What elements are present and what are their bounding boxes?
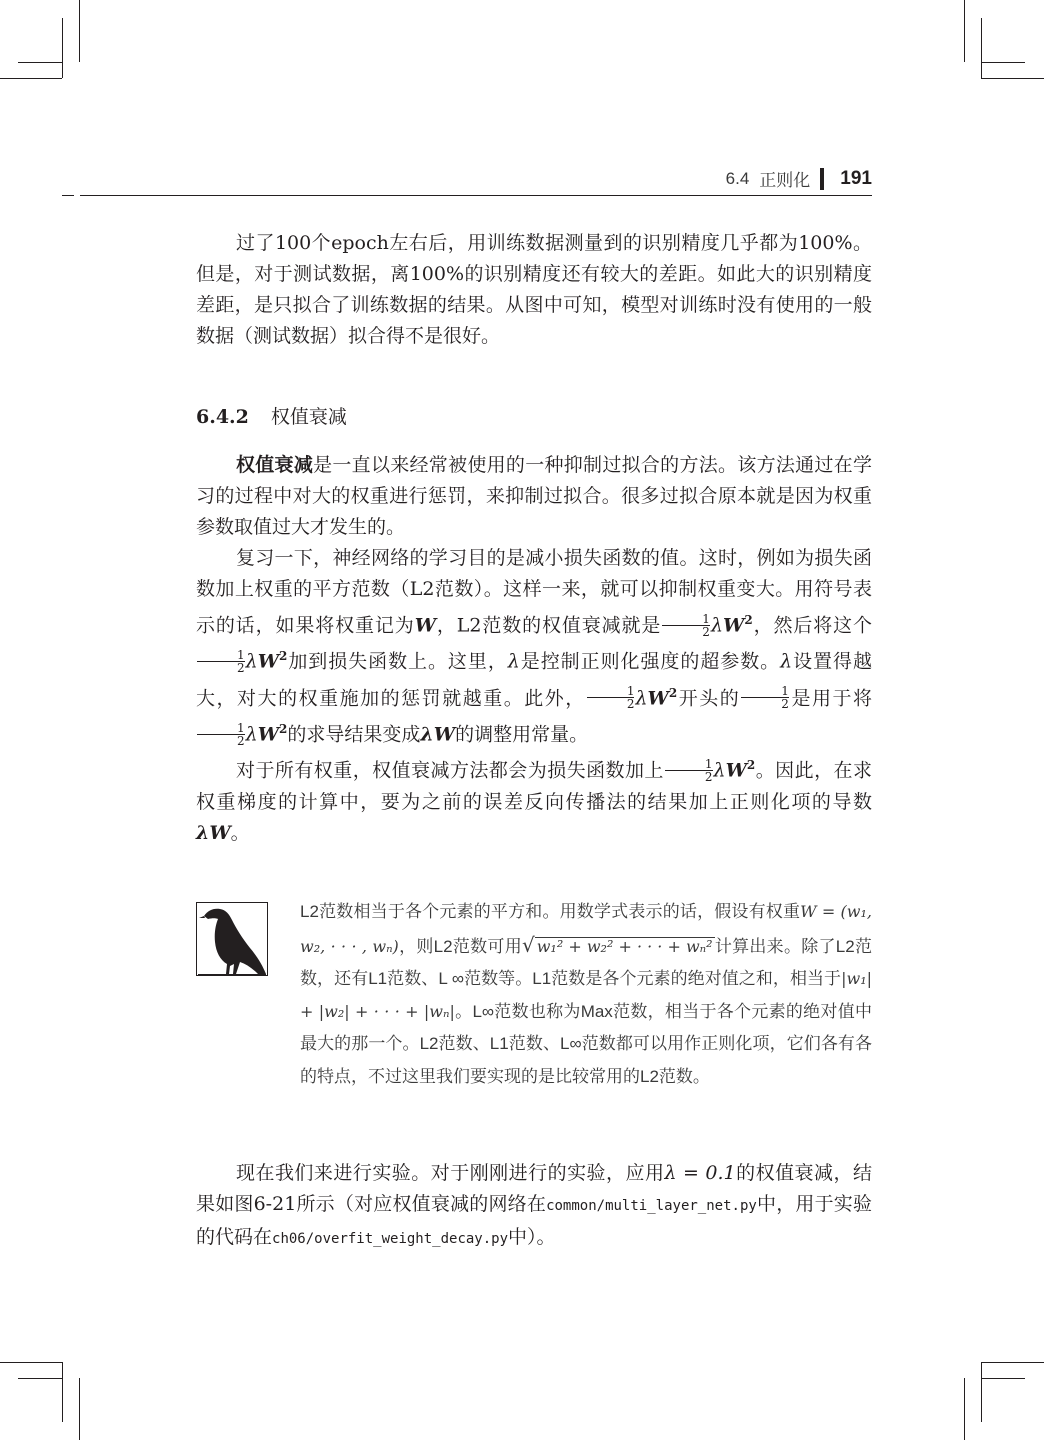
header-rule xyxy=(80,195,872,196)
text-run: 是控制正则化强度的超参数。 xyxy=(519,650,781,673)
crop-mark xyxy=(981,1362,982,1422)
math-lambdaW: λW xyxy=(420,723,456,746)
text-run: 。 xyxy=(230,821,250,844)
math-lambda: λ xyxy=(710,614,723,637)
text-run: 加到损失函数上。这里， xyxy=(287,650,508,673)
frac-num: 1 xyxy=(704,756,713,771)
math-lambda: λ xyxy=(245,723,258,746)
math-lambda: λ xyxy=(245,650,258,673)
frac-num: 1 xyxy=(702,611,710,626)
crop-mark xyxy=(981,1378,1025,1379)
paragraph-3 xyxy=(196,543,872,750)
crop-mark xyxy=(79,0,80,62)
main-text-block xyxy=(196,450,872,849)
crop-mark xyxy=(0,78,62,79)
page-number: 191 xyxy=(840,167,872,189)
text-run: 。因此，在求权重梯度的计算中，要为之前的误差反向传播法的结果加上正则化项的导数 xyxy=(196,759,872,813)
math-W: W xyxy=(257,650,280,673)
header-right xyxy=(714,166,872,191)
section-heading-block xyxy=(196,402,872,433)
sqrt-icon: √ xyxy=(521,932,535,957)
text-run: 的权值衰减，结果如图6-21所示（对应权值衰减的网络在 xyxy=(196,1162,872,1215)
text-run: ，L2范数的权值衰减就是 xyxy=(436,614,662,637)
paragraph-2 xyxy=(196,450,872,543)
crop-mark xyxy=(62,1362,63,1422)
code-path-multi-layer-net: common/multi_layer_net.py xyxy=(546,1198,757,1214)
math-square: 2 xyxy=(746,758,756,773)
paragraph-1: 过了100个epoch左右后，用训练数据测量到的识别精度几乎都为100%。但是，对于测试数据，离100%的识别精度还有较大的差距。如此大的识别精度差距，是只拟合了训练数据的结果。从图中可知，模型对训练时没有使用的一般数据（测试数据）拟合得不是很好。 xyxy=(196,232,872,347)
note-text-run: L2范数相当于各个元素的平方和。用数学式表示的话，假设有权重 xyxy=(300,902,801,921)
term-weight-decay: 权值衰减 xyxy=(236,454,314,476)
paragraph-5-block xyxy=(196,1158,872,1255)
text-run: 对于所有权重，权值衰减方法都会为损失函数加上 xyxy=(236,759,664,782)
math-half xyxy=(741,685,789,710)
text-run: 的求导结果变成 xyxy=(287,723,421,746)
crop-mark xyxy=(981,62,1025,63)
text-run: 中）。 xyxy=(508,1226,556,1248)
paragraph-5 xyxy=(196,1158,872,1255)
crop-mark xyxy=(964,0,965,62)
math-half xyxy=(197,649,245,674)
math-abs-expression: |w₁| + |w₂| + · · · + |wₙ| xyxy=(300,969,872,1021)
paragraph-4 xyxy=(196,750,872,848)
header-bar xyxy=(820,168,824,190)
frac-den: 2 xyxy=(662,625,710,638)
text-run: 设置得越大，对大的权重施加的惩罚就越重。此外， xyxy=(196,650,872,709)
note-text-run: 计算出来。除了L2范数，还有L1范数、L ∞范数等。L1范数是各个元素的绝对值之和，相当于 xyxy=(300,936,872,988)
header-rule-stub xyxy=(62,195,74,196)
paragraph-2-text: 是一直以来经常被使用的一种抑制过拟合的方法。该方法通过在学习的过程中对大的权重进行惩罚，来抑制过拟合。很多过拟合原本就是因为权重参数取值过大才发生的。 xyxy=(196,454,872,538)
text-run: ，然后将这个 xyxy=(752,614,872,637)
text-run: 现在我们来进行实验。对于刚刚进行的实验，应用 xyxy=(236,1162,665,1184)
note-box xyxy=(196,896,872,1122)
crow-icon xyxy=(196,902,268,976)
note-text-run: ，则L2范数可用 xyxy=(398,936,522,956)
math-square: 2 xyxy=(744,613,753,627)
section-title: 权值衰减 xyxy=(270,407,347,428)
math-lambda: λ xyxy=(635,686,648,709)
frac-den: 2 xyxy=(741,697,789,710)
math-half xyxy=(197,722,245,747)
header-section-number: 6.4 xyxy=(725,168,750,188)
math-half xyxy=(665,758,713,783)
math-W: W xyxy=(647,686,669,709)
math-lambdaW: λW xyxy=(196,821,231,844)
section-number: 6.4.2 xyxy=(196,406,249,428)
crop-mark xyxy=(981,78,1044,79)
text-run: 是用于将 xyxy=(789,686,872,709)
math-half xyxy=(587,685,635,710)
math-lambda: λ xyxy=(507,650,520,673)
text-run: 开头的 xyxy=(677,686,741,709)
paragraph-1-block xyxy=(196,228,872,352)
frac-num: 1 xyxy=(237,647,245,662)
text-run: 的调整用常量。 xyxy=(455,723,589,746)
math-square: 2 xyxy=(668,685,678,700)
frac-num: 1 xyxy=(237,720,245,735)
code-path-overfit-weight-decay: ch06/overfit_weight_decay.py xyxy=(272,1231,509,1247)
math-lambda: λ xyxy=(713,759,726,782)
math-square: 2 xyxy=(279,721,288,736)
math-lambda: λ xyxy=(780,650,793,673)
note-text xyxy=(300,896,872,1093)
header-section-title: 正则化 xyxy=(759,171,811,190)
crop-mark xyxy=(62,18,63,78)
crop-mark xyxy=(18,1378,62,1379)
crop-mark xyxy=(0,1362,62,1363)
math-W: W xyxy=(257,723,280,746)
section-heading xyxy=(196,402,872,433)
crop-mark xyxy=(79,1378,80,1440)
math-lambda-value: λ = 0.1 xyxy=(664,1162,736,1184)
frac-den: 2 xyxy=(665,770,713,783)
crop-mark xyxy=(981,18,982,78)
crop-mark xyxy=(981,1362,1044,1363)
frac-num: 1 xyxy=(626,684,635,699)
frac-den: 2 xyxy=(197,734,245,747)
crop-mark xyxy=(18,62,62,63)
text-run: 复习一下，神经网络的学习目的是减小损失函数的值。这时，例如为损失函数加上权重的平方范数（L2范数）。这样一来，就可以抑制权重变大。用符号表示的话，如果将权重记为 xyxy=(196,547,872,637)
frac-num: 1 xyxy=(781,684,789,699)
math-half xyxy=(662,613,710,638)
math-W: W xyxy=(722,614,745,637)
frac-den: 2 xyxy=(197,661,245,674)
text-run: 中，用于实验的代码在 xyxy=(196,1193,872,1248)
math-square: 2 xyxy=(279,649,288,664)
note-text-run: 。L∞范数也称为Max范数，相当于各个元素的绝对值中最大的那一个。L2范数、L1范数、L∞范数都可以用作正则化项，它们各有各的特点，不过这里我们要实现的是比较常用的L2范数。 xyxy=(300,1001,872,1086)
math-W: W xyxy=(725,759,747,782)
crop-mark xyxy=(964,1378,965,1440)
math-W: W xyxy=(414,614,437,637)
running-header xyxy=(80,168,872,196)
frac-den: 2 xyxy=(587,697,635,710)
math-sqrt-expression: w₁² + w₂² + · · · + wₙ² xyxy=(536,936,713,956)
math-weight-vector: W = (w₁, w₂, · · · , wₙ) xyxy=(300,902,872,956)
